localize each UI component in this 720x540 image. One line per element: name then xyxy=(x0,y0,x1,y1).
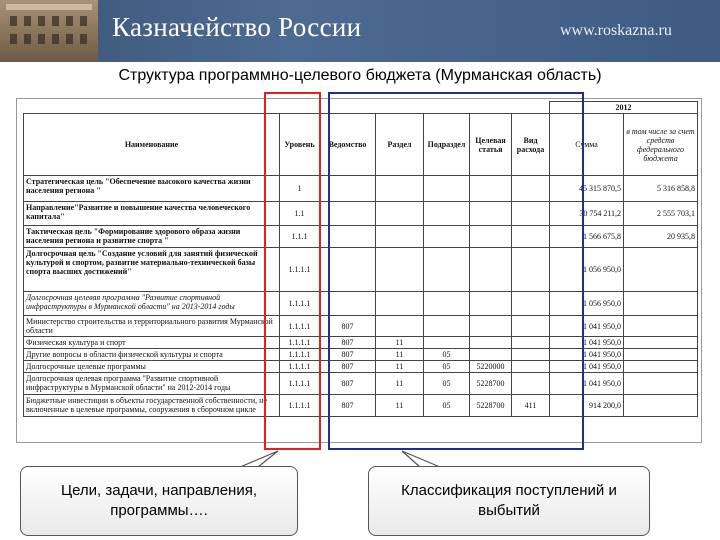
cell-target: 5220000 xyxy=(470,361,512,373)
col-header-kind: Вид расхода xyxy=(512,114,550,176)
cell-name: Направление"Развитие и повышение качества человеческого капитала" xyxy=(24,202,280,226)
cell-name: Долгосрочная целевая программа "Развитие спортивной инфраструктуры в Мурманской области" на 2013-2014 годы xyxy=(24,292,280,316)
cell-level: 1.1.1.1 xyxy=(280,292,320,316)
callout-goals: Цели, задачи, направления, программы…. xyxy=(20,466,298,536)
cell-fed: 5 316 858,8 xyxy=(624,176,698,202)
cell-section: 11 xyxy=(376,395,424,417)
cell-name: Долгосрочные целевые программы xyxy=(24,361,280,373)
cell-kind: 411 xyxy=(512,395,550,417)
cell-sum: 45 315 870,5 xyxy=(550,176,624,202)
cell-subsection: 05 xyxy=(424,395,470,417)
col-header-name: Наименование xyxy=(24,114,280,176)
cell-name: Долгосрочная цель "Создание условий для занятий физической культурой и спортом, развитие материально-технической базы спорта высших достижений" xyxy=(24,248,280,292)
cell-name: Бюджетные инвестиции в объекты государственной собственности, не включенные в целевые программы, сооружения в сборочном цикле xyxy=(24,395,280,417)
cell-level: 1.1.1 xyxy=(280,226,320,248)
cell-level: 1.1 xyxy=(280,202,320,226)
cell-level: 1.1.1.1 xyxy=(280,316,320,337)
cell-name: Министерство строительства и территориального развития Мурманской области xyxy=(24,316,280,337)
cell-level: 1.1.1.1 xyxy=(280,337,320,349)
cell-level: 1.1.1.1 xyxy=(280,373,320,395)
col-header-section: Раздел xyxy=(376,114,424,176)
cell-sum: 1 566 675,8 xyxy=(550,226,624,248)
cell-name: Другие вопросы в области физической культуры и спорта xyxy=(24,349,280,361)
cell-subsection: 05 xyxy=(424,361,470,373)
site-url[interactable]: www.roskazna.ru xyxy=(560,22,672,39)
col-header-level: Уровень xyxy=(280,114,320,176)
cell-level: 1.1.1.1 xyxy=(280,395,320,417)
cell-section: 11 xyxy=(376,349,424,361)
cell-target: 5228700 xyxy=(470,373,512,395)
cell-subsection: 05 xyxy=(424,349,470,361)
cell-dept: 807 xyxy=(320,395,376,417)
cell-sum: 1 056 950,0 xyxy=(550,292,624,316)
cell-section: 11 xyxy=(376,337,424,349)
cell-level: 1.1.1.1 xyxy=(280,349,320,361)
cell-section: 11 xyxy=(376,361,424,373)
cell-sum: 1 056 950,0 xyxy=(550,248,624,292)
connector-left xyxy=(240,451,278,467)
col-header-subsection: Подраздел xyxy=(424,114,470,176)
cell-fed: 2 555 703,1 xyxy=(624,202,698,226)
cell-name: Физическая культура и спорт xyxy=(24,337,280,349)
cell-sum: 1 041 950,0 xyxy=(550,361,624,373)
cell-sum: 914 200,0 xyxy=(550,395,624,417)
col-header-sum: Сумма xyxy=(550,114,624,176)
year-header: 2012 xyxy=(550,102,698,114)
callout-classification: Классификация поступлений и выбытий xyxy=(368,466,650,536)
site-title: Казначейство России xyxy=(112,12,362,42)
cell-name: Тактическая цель "Формирование здорового образа жизни населения региона и развитие спорта " xyxy=(24,226,280,248)
cell-sum: 1 041 950,0 xyxy=(550,373,624,395)
cell-subsection: 05 xyxy=(424,373,470,395)
cell-dept: 807 xyxy=(320,373,376,395)
cell-dept: 807 xyxy=(320,337,376,349)
cell-dept: 807 xyxy=(320,349,376,361)
cell-sum: 1 041 950,0 xyxy=(550,337,624,349)
cell-section: 11 xyxy=(376,373,424,395)
cell-level: 1 xyxy=(280,176,320,202)
connector-right xyxy=(402,451,440,467)
cell-dept: 807 xyxy=(320,316,376,337)
cell-target: 5228700 xyxy=(470,395,512,417)
cell-fed: 20 935,8 xyxy=(624,226,698,248)
cell-sum: 1 041 950,0 xyxy=(550,349,624,361)
col-header-target: Целевая статья xyxy=(470,114,512,176)
cell-sum: 1 041 950,0 xyxy=(550,316,624,337)
cell-sum: 30 754 211,2 xyxy=(550,202,624,226)
cell-dept: 807 xyxy=(320,361,376,373)
cell-level: 1.1.1.1 xyxy=(280,248,320,292)
col-header-dept: Ведомство xyxy=(320,114,376,176)
cell-level: 1.1.1.1 xyxy=(280,361,320,373)
cell-name: Стратегическая цель "Обеспечение высокого качества жизни населения региона " xyxy=(24,176,280,202)
cell-name: Долгосрочная целевая программа "Развитие спортивной инфраструктуры в Мурманской области" на 2012-2014 годы xyxy=(24,373,280,395)
col-header-fed: в том числе за счет средств федерального бюджета xyxy=(624,114,698,176)
page-title: Структура программно-целевого бюджета (Мурманская область) xyxy=(118,67,602,84)
